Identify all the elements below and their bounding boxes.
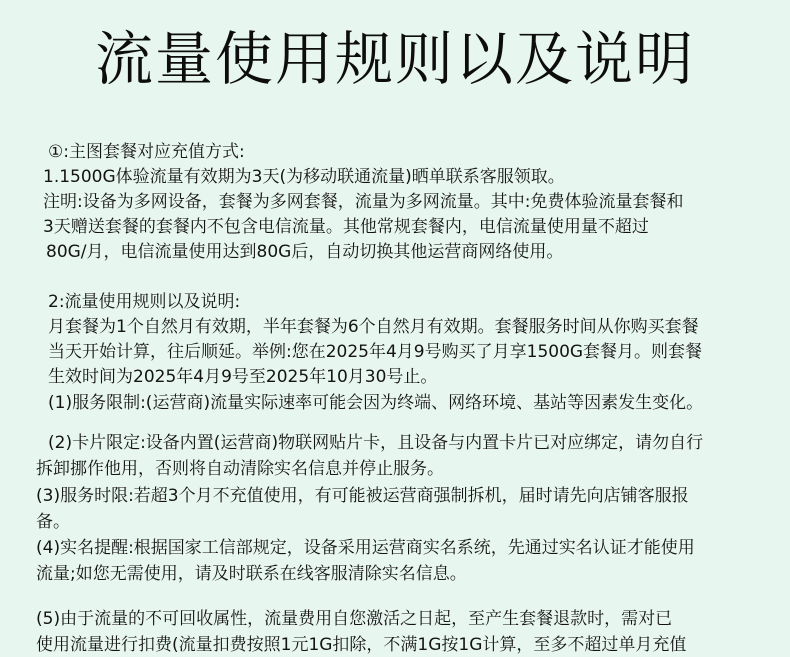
- section2-line-1: 月套餐为1个自然月有效期，半年套餐为6个自然月有效期。套餐服务时间从你购买套餐: [48, 317, 699, 337]
- section2-item-5-cont: 使用流量进行扣费(流量扣费按照1元1G扣除，不满1G按1G计算，至多不超过单月充值: [36, 635, 687, 655]
- section1-line-1: 1.1500G体验流量有效期为3天(为移动联通流量)晒单联系客服领取。: [43, 167, 565, 187]
- section2-item-5: (5)由于流量的不可回收属性，流量费用自您激活之日起，至产生套餐退款时，需对已: [36, 609, 673, 629]
- section2-item-2-cont: 拆卸挪作他用，否则将自动清除实名信息并停止服务。: [36, 459, 444, 479]
- section2-item-3-cont: 备。: [36, 512, 70, 532]
- section1-line-2: 注明:设备为多网设备，套餐为多网套餐，流量为多网流量。其中:免费体验流量套餐和: [43, 192, 684, 212]
- section2-line-2: 当天开始计算，往后顺延。举例:您在2025年4月9号购买了月享1500G套餐月。则套餐: [48, 342, 703, 362]
- section2-line-3: 生效时间为2025年4月9号至2025年10月30号止。: [48, 367, 438, 387]
- section2-heading: 2:流量使用规则以及说明:: [48, 292, 241, 312]
- section1-heading: ①:主图套餐对应充值方式:: [48, 142, 245, 162]
- section1-line-3: 3天赠送套餐的套餐内不包含电信流量。其他常规套餐内，电信流量使用量不超过: [43, 217, 649, 237]
- page-title: 流量使用规则以及说明: [94, 25, 695, 93]
- section2-item-4-cont: 流量;如您无需使用，请及时联系在线客服清除实名信息。: [36, 564, 467, 584]
- section2-item-4: (4)实名提醒:根据国家工信部规定，设备采用运营商实名系统，先通过实名认证才能使用: [36, 538, 695, 558]
- section2-item-3: (3)服务时限:若超3个月不充值使用，有可能被运营商强制拆机，届时请先向店铺客服报: [36, 486, 689, 506]
- section2-item-1: (1)服务限制:(运营商)流量实际速率可能会因为终端、网络环境、基站等因素发生变化。: [48, 393, 704, 413]
- section1-line-4: 80G/月，电信流量使用达到80G后，自动切换其他运营商网络使用。: [46, 242, 564, 262]
- section2-item-2: (2)卡片限定:设备内置(运营商)物联网贴片卡，且设备与内置卡片已对应绑定，请勿自行: [48, 433, 704, 453]
